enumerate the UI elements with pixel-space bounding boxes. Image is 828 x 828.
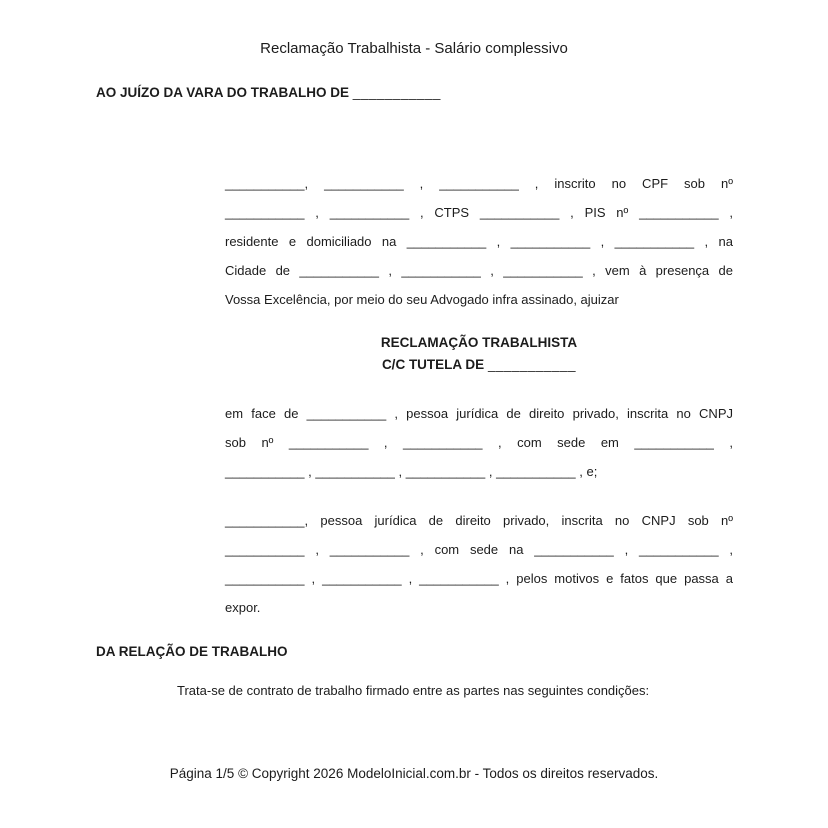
- action-heading-line1: RECLAMAÇÃO TRABALHISTA: [380, 335, 578, 350]
- text-line: em face de ___________ , pessoa jurídica de direito privado, inscrita no CNPJ: [225, 406, 733, 421]
- text-line: sob nº ___________ , ___________ , com sede em ___________ ,: [225, 435, 733, 450]
- text-line: ___________ , ___________ , ___________ , ___________ , e;: [225, 464, 598, 479]
- text-line: expor.: [225, 600, 261, 615]
- action-heading: [225, 332, 733, 376]
- petition-body: [225, 169, 733, 622]
- paragraph-claimant: [225, 169, 733, 314]
- addressee-blank-field: ___________: [352, 85, 441, 100]
- addressee-line: [96, 85, 732, 100]
- text-line: ___________ , ___________ , com sede na ___________ , ___________ ,: [225, 542, 733, 557]
- document-title: Reclamação Trabalhista - Salário complessivo: [260, 40, 568, 57]
- paragraph-defendant-2: [225, 506, 733, 622]
- text-line: ___________, pessoa jurídica de direito privado, inscrita no CNPJ sob nº: [225, 513, 733, 528]
- page-footer: Página 1/5 © Copyright 2026 ModeloInicial.com.br - Todos os direitos reservados.: [169, 766, 659, 781]
- text-line: ___________ , ___________ , ___________ , pelos motivos e fatos que passa a: [225, 571, 733, 586]
- tutela-blank-field: ___________: [487, 357, 577, 372]
- text-line: Vossa Excelência, por meio do seu Advogado infra assinado, ajuizar: [225, 292, 619, 307]
- text-line: Cidade de ___________ , ___________ , ___________ , vem à presença de: [225, 263, 733, 278]
- section-heading-relacao-trabalho: DA RELAÇÃO DE TRABALHO: [96, 644, 288, 659]
- action-heading-line2-text: C/C TUTELA DE: [381, 357, 485, 372]
- text-line: residente e domiciliado na ___________ , ___________ , ___________ , na: [225, 234, 733, 249]
- paragraph-contract-intro: Trata-se de contrato de trabalho firmado entre as partes nas seguintes condições:: [177, 683, 650, 698]
- text-line: ___________, ___________ , ___________ , inscrito no CPF sob nº: [225, 176, 733, 191]
- addressee-text: AO JUÍZO DA VARA DO TRABALHO DE: [96, 85, 349, 100]
- action-heading-line2: [225, 354, 733, 376]
- paragraph-defendant-1: [225, 399, 733, 486]
- text-line: ___________ , ___________ , CTPS ___________ , PIS nº ___________ ,: [225, 205, 733, 220]
